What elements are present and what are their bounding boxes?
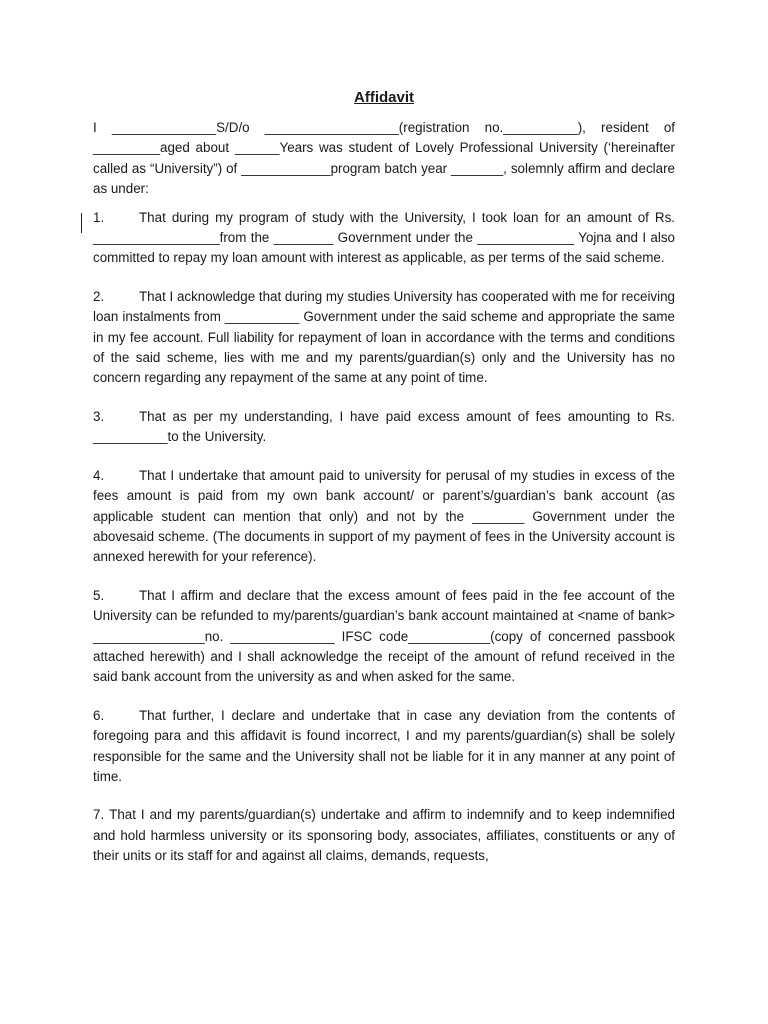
clause-7	[93, 805, 675, 866]
clause-6	[93, 706, 675, 788]
text-cursor	[81, 213, 82, 233]
clause-5	[93, 586, 675, 688]
clause-text: That I undertake that amount paid to university for perusal of my studies in excess of the fees amount is paid from my own bank account/ or parent’s/guardian’s bank account (as applicable student can mention that only) and not by the _______ Government under the abovesaid scheme. (The documents in support of my payment of fees in the University account is annexed herewith for your reference).	[93, 467, 675, 565]
clause-text: That I and my parents/guardian(s) undertake and affirm to indemnify and to keep indemnified and hold harmless university or its sponsoring body, associates, affiliates, constituents or any of their units or its staff for and against all claims, demands, requests,	[93, 807, 675, 864]
intro-paragraph: I ______________S/D/o __________________(registration no.__________), resident of _________aged about ______Years was student of Lovely Professional University (‘hereinafter called as “University”) of ____________program batch year _______, solemnly affirm and declare as under:	[93, 120, 675, 197]
clause-number: 5.	[93, 587, 105, 603]
clause-number: 7.	[93, 807, 105, 823]
clause-text: That further, I declare and undertake that in case any deviation from the contents of foregoing para and this affidavit is found incorrect, I and my parents/guardian(s) shall be solely responsible for the same and the University shall not be liable for it in any manner at any point of time.	[93, 707, 675, 784]
clause-text: That during my program of study with the University, I took loan for an amount of Rs. _________________from the ________ Government under the _____________ Yojna and I also committed to repay my loan amount with interest as applicable, as per terms of the said scheme.	[93, 209, 675, 266]
clause-2	[93, 287, 675, 389]
clause-4	[93, 466, 675, 568]
clause-text: That I acknowledge that during my studies University has cooperated with me for receiving loan instalments from __________ Government under the said scheme and appropriate the same in my fee account. Full liability for repayment of loan in accordance with the terms and conditions of the said scheme, lies with me and my parents/guardian(s) only and the University has no concern regarding any repayment of the same at any point of time.	[93, 288, 675, 386]
clause-1	[93, 208, 675, 269]
clause-text: That I affirm and declare that the excess amount of fees paid in the fee account of the University can be refunded to my/parents/guardian’s bank account maintained at <name of bank> _______________no. ______________ IFSC code___________(copy of concerned passbook attached herewith) and I shall acknowledge the receipt of the amount of refund received in the said bank account from the university as and when asked for the same.	[93, 587, 675, 685]
clause-3	[93, 407, 675, 448]
clause-number: 3.	[93, 408, 105, 424]
clause-number: 1.	[93, 209, 105, 225]
clause-number: 2.	[93, 288, 105, 304]
clause-text: That as per my understanding, I have paid excess amount of fees amounting to Rs. __________to the University.	[93, 408, 675, 445]
document-title: Affidavit	[354, 89, 414, 106]
affidavit-document	[93, 88, 675, 885]
clause-number: 6.	[93, 707, 105, 723]
clause-number: 4.	[93, 467, 105, 483]
